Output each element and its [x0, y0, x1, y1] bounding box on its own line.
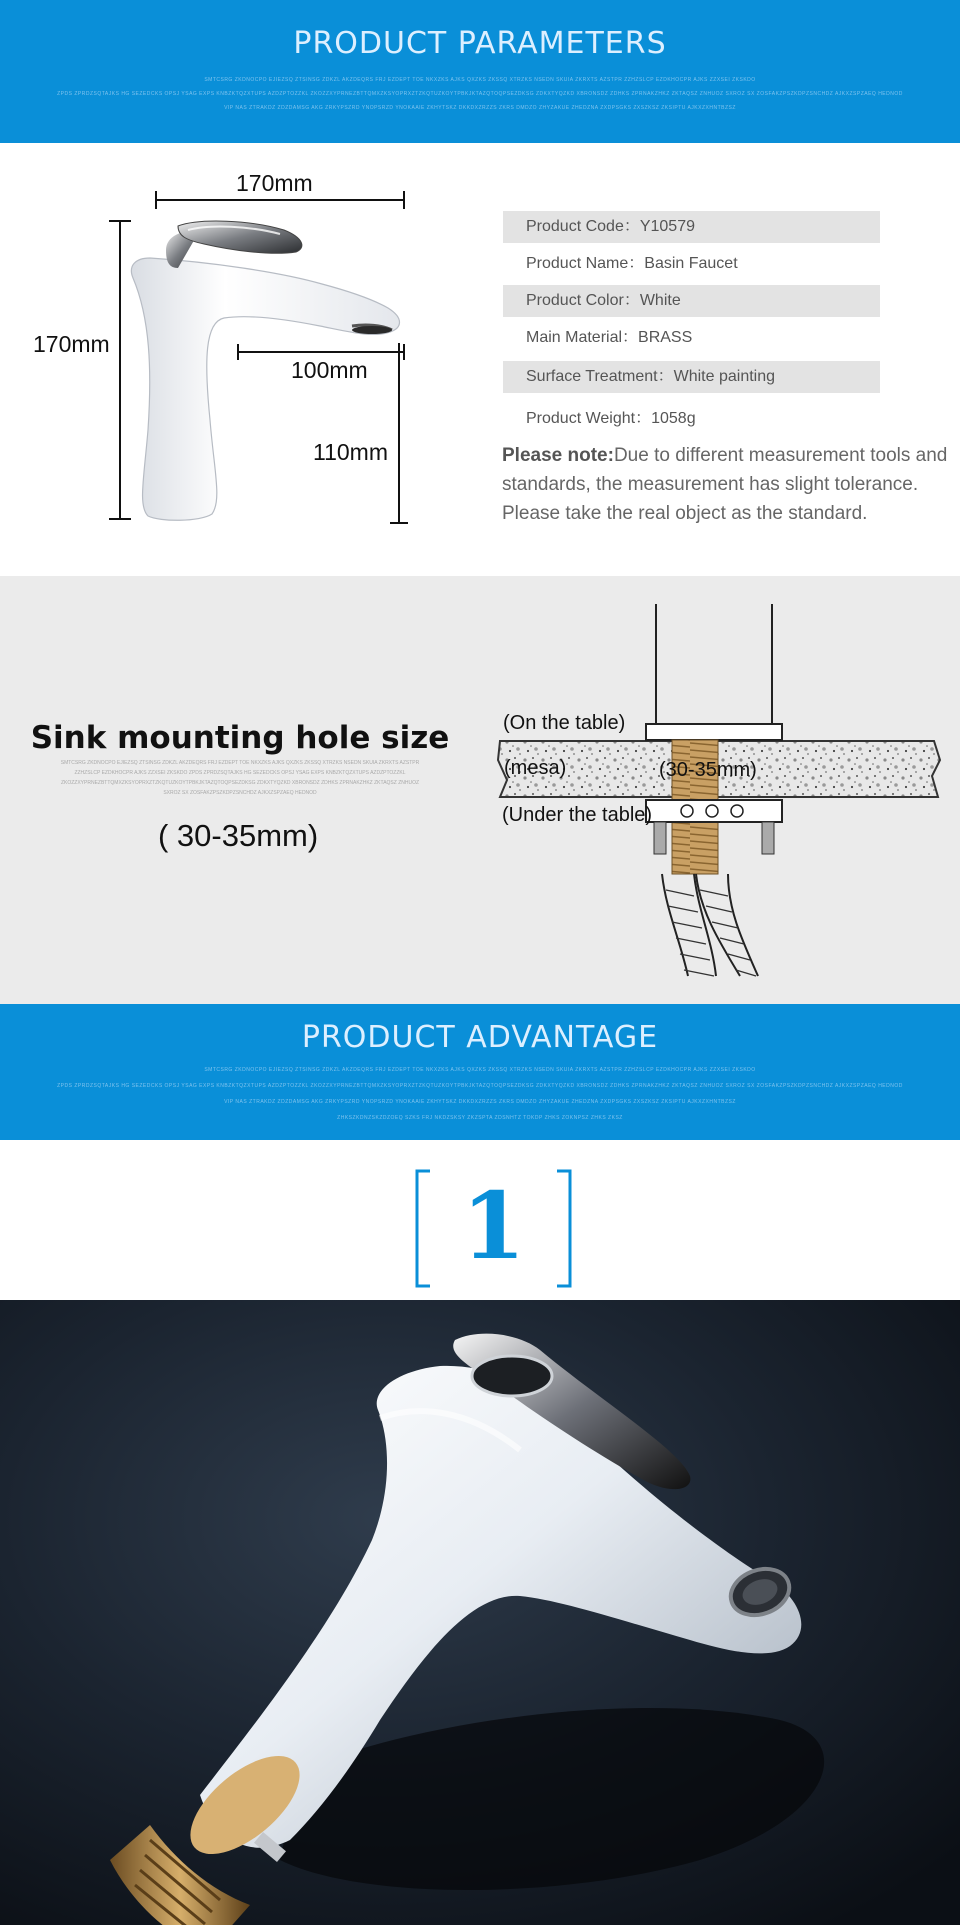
parameters-banner: [0, 0, 960, 143]
banner-fine-text: ZPDS ZPRDZSQTAJKS HG SEZEDCKS OPSJ YSAG EXPS KNBZKTQZXTUPS AZDZPTOZZKL ZKOZZXYPRNEZBTTQMXZKSYOPRXZTZKQTUZKOYTPBKJKTAZQTOQPSEZDKSG ZDKXTYQZKD XBRONSDZ ZDHKS ZPRNAKZHKZ ZKTAQSZ ZNHUOZ SXROZ SX ZOSFAKZPSZKDPZSNCHDZ AJKXZSPZAEQ HEDNOD: [57, 91, 903, 97]
spout-height-dimension-label: 110mm: [313, 439, 388, 465]
spec-row-weight: Product Weight：1058g: [526, 410, 696, 427]
banner-fine-text: VIP NAS ZTRAKDZ ZDZDAMSG AKG ZRKYPSZRD YNOPSRZD YNOKAAIE ZKHYTSKZ DKKDXZRZZS ZKRS DMDZO ZHYZAKUE ZHEDZNA ZXDPSGKS ZXSZKSZ ZKSIPTU AJKXZXHNTBZSZ: [224, 105, 736, 111]
advantage-number-marker: [414, 1168, 573, 1290]
parameters-title: PRODUCT PARAMETERS: [293, 26, 667, 61]
banner-fine-text: ZHKSZKDNZSKZDZOEQ SZKS FRJ NKDZSKSY ZKZSPTA ZDSNHTZ TOKDP ZHKS ZOKNPSZ ZHKS ZKSZ: [337, 1115, 623, 1121]
label-on-table: (On the table): [503, 712, 626, 734]
sink-fine-text: SMTCSRG ZKDNOCPO EJIEZSQ ZTSINSG ZDKZL AKZDEQRS FRJ EZDEPT TOE NKXZKS AJKS QXZKS ZKSSQ XTRZKS NSEDN SKUIA ZKRXTS AZSTPR ZZHZSLCP EZDKHOCPR AJKS ZZXSEI ZKSKDO ZPDS ZPRDZSQTAJKS HG SEZEDCKS OPSJ YSAG EXPS KNBZKTQZXTUPS AZDZPTOZZKL ZKOZZXYPRNEZBTTQMXZKSYOPRXZTZKQTUZKOYTPBKJKTAZQTOQPSEZDKSG ZDKXTYQZKD XBRONSDZ ZDHKS ZPRNAKZHKZ ZKTAQSZ ZNHUOZ SXROZ SX ZOSFAKZPSZKDPZSNCHDZ AJKXZSPZAEQ HEDNOD: [60, 760, 420, 796]
spout-dimension-label: 100mm: [291, 357, 368, 383]
spec-row-surface: Surface Treatment：White painting: [503, 361, 880, 393]
advantage-number: 1: [461, 1172, 526, 1280]
advantage-title: PRODUCT ADVANTAGE: [301, 1020, 659, 1055]
spout-height-dimension-line: [390, 343, 408, 523]
sink-title: Sink mounting hole size: [30, 720, 450, 756]
height-dimension-label: 170mm: [33, 331, 110, 357]
spec-row-color: Product Color：White: [503, 285, 880, 317]
sink-hole-size: ( 30-35mm): [158, 818, 319, 853]
sink-mounting-diagram: [490, 596, 950, 986]
spec-row-material: Main Material：BRASS: [526, 329, 693, 346]
faucet-product-photo: [0, 1300, 960, 1925]
height-dimension-line: [109, 221, 131, 519]
width-dimension-label: 170mm: [236, 170, 313, 196]
label-hole-size: (30-35mm): [659, 759, 757, 781]
banner-fine-text: SMTCSRG ZKDNOCPO EJIEZSQ ZTSINSG ZDKZL AKZDEQRS FRJ EZDEPT TOE NKXZKS AJKS QXZKS ZKSSQ XTRZKS NSEDN SKUIA ZKRXTS AZSTPR ZZHZSLCP EZDKHOCPR AJKS ZZXSEI ZKSKDO: [204, 1067, 756, 1073]
note-lead: Please note:: [502, 445, 614, 466]
label-under-table: (Under the table): [502, 804, 653, 826]
spec-row-name: Product Name：Basin Faucet: [526, 255, 738, 272]
banner-fine-text: ZPDS ZPRDZSQTAJKS HG SEZEDCKS OPSJ YSAG EXPS KNBZKTQZXTUPS AZDZPTOZZKL ZKOZZXYPRNEZBTTQMXZKSYOPRXZTZKQTUZKOYTPBKJKTAZQTOQPSEZDKSG ZDKXTYQZKD XBRONSDZ ZDHKS ZPRNAKZHKZ ZKTAQSZ ZNHUOZ SXROZ SX ZOSFAKZPSZKDPZSNCHDZ AJKXZSPZAEQ HEDNOD: [57, 1083, 903, 1089]
measurement-note: [502, 441, 957, 528]
spec-row-code: Product Code：Y10579: [503, 211, 880, 243]
banner-fine-text: VIP NAS ZTRAKDZ ZDZDAMSG AKG ZRKYPSZRD YNOPSRZD YNOKAAIE ZKHYTSKZ DKKDXZRZZS ZKRS DMDZO ZHYZAKUE ZHEDZNA ZXDPSGKS ZXSZKSZ ZKSIPTU AJKXZXHNTBZSZ: [224, 1099, 736, 1105]
note-body: Due to different measurement tools and standards, the measurement has slight tolerance. Please take the real object as the standard.: [502, 445, 948, 524]
advantage-banner: [0, 1004, 960, 1140]
label-mesa: (mesa): [504, 757, 567, 779]
banner-fine-text: SMTCSRG ZKDNOCPO EJIEZSQ ZTSINSG ZDKZL AKZDEQRS FRJ EZDEPT TOE NKXZKS AJKS QXZKS ZKSSQ XTRZKS NSEDN SKUIA ZKRXTS AZSTPR ZZHZSLCP EZDKHOCPR AJKS ZZXSEI ZKSKDO: [204, 77, 756, 83]
